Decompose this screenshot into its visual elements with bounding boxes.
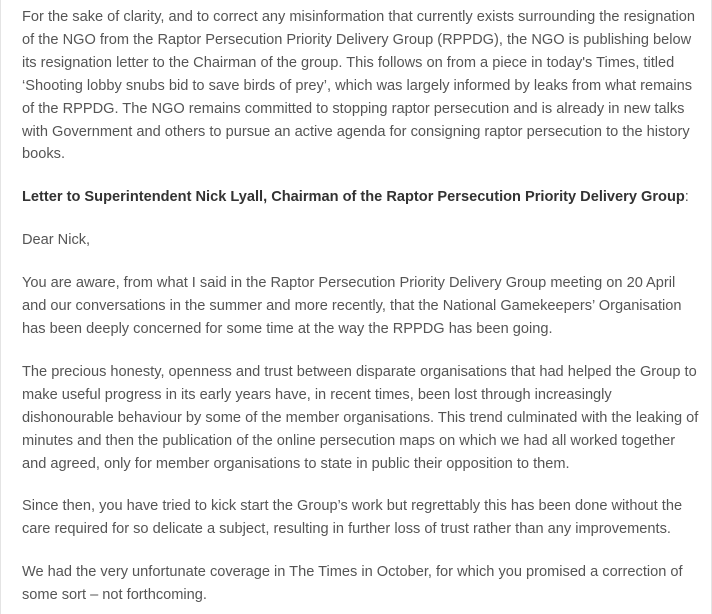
- letter-paragraph-4: We had the very unfortunate coverage in The Times in October, for which you promised a correction of some sort – not forthcoming.: [22, 564, 683, 604]
- letter-heading: [22, 186, 702, 209]
- letter-heading-text: Letter to Superintendent Nick Lyall, Chairman of the Raptor Persecution Priority Delivery Group: [22, 189, 685, 206]
- intro-paragraph: For the sake of clarity, and to correct any misinformation that currently exists surrounding the resignation of the NGO from the Raptor Persecution Priority Delivery Group (RPPDG), the NGO is publishing below its resignation letter to the Chairman of the group. This follows on from a piece in today's Times, titled ‘Shooting lobby snubs bid to save birds of prey’, which was largely informed by leaks from what remains of the RPPDG. The NGO remains committed to stopping raptor persecution and is already in new talks with Government and others to pursue an active agenda for consigning raptor persecution to the history books.: [22, 9, 695, 163]
- letter-heading-colon: :: [684, 189, 689, 206]
- letter-paragraph-3: Since then, you have tried to kick start the Group’s work but regrettably this has been done without the care required for so delicate a subject, resulting in further loss of trust rather than any improvements.: [22, 498, 683, 538]
- letter-paragraph-2: The precious honesty, openness and trust between disparate organisations that had helped the Group to make useful progress in its early years have, in recent times, been lost through increasingly dishonourable behaviour by some of the member organisations. This trend culminated with the leaking of minutes and then the publication of the online persecution maps on which we had all worked together and agreed, only for member organisations to state in public their opposition to them.: [22, 363, 699, 472]
- article-body: [22, 6, 702, 614]
- letter-paragraph-1: You are aware, from what I said in the Raptor Persecution Priority Delivery Group meeting on 20 April and our conversations in the summer and more recently, that the National Gamekeepers’ Organisation has been deeply concerned for some time at the way the RPPDG has been going.: [22, 275, 682, 337]
- salutation: Dear Nick,: [22, 232, 91, 249]
